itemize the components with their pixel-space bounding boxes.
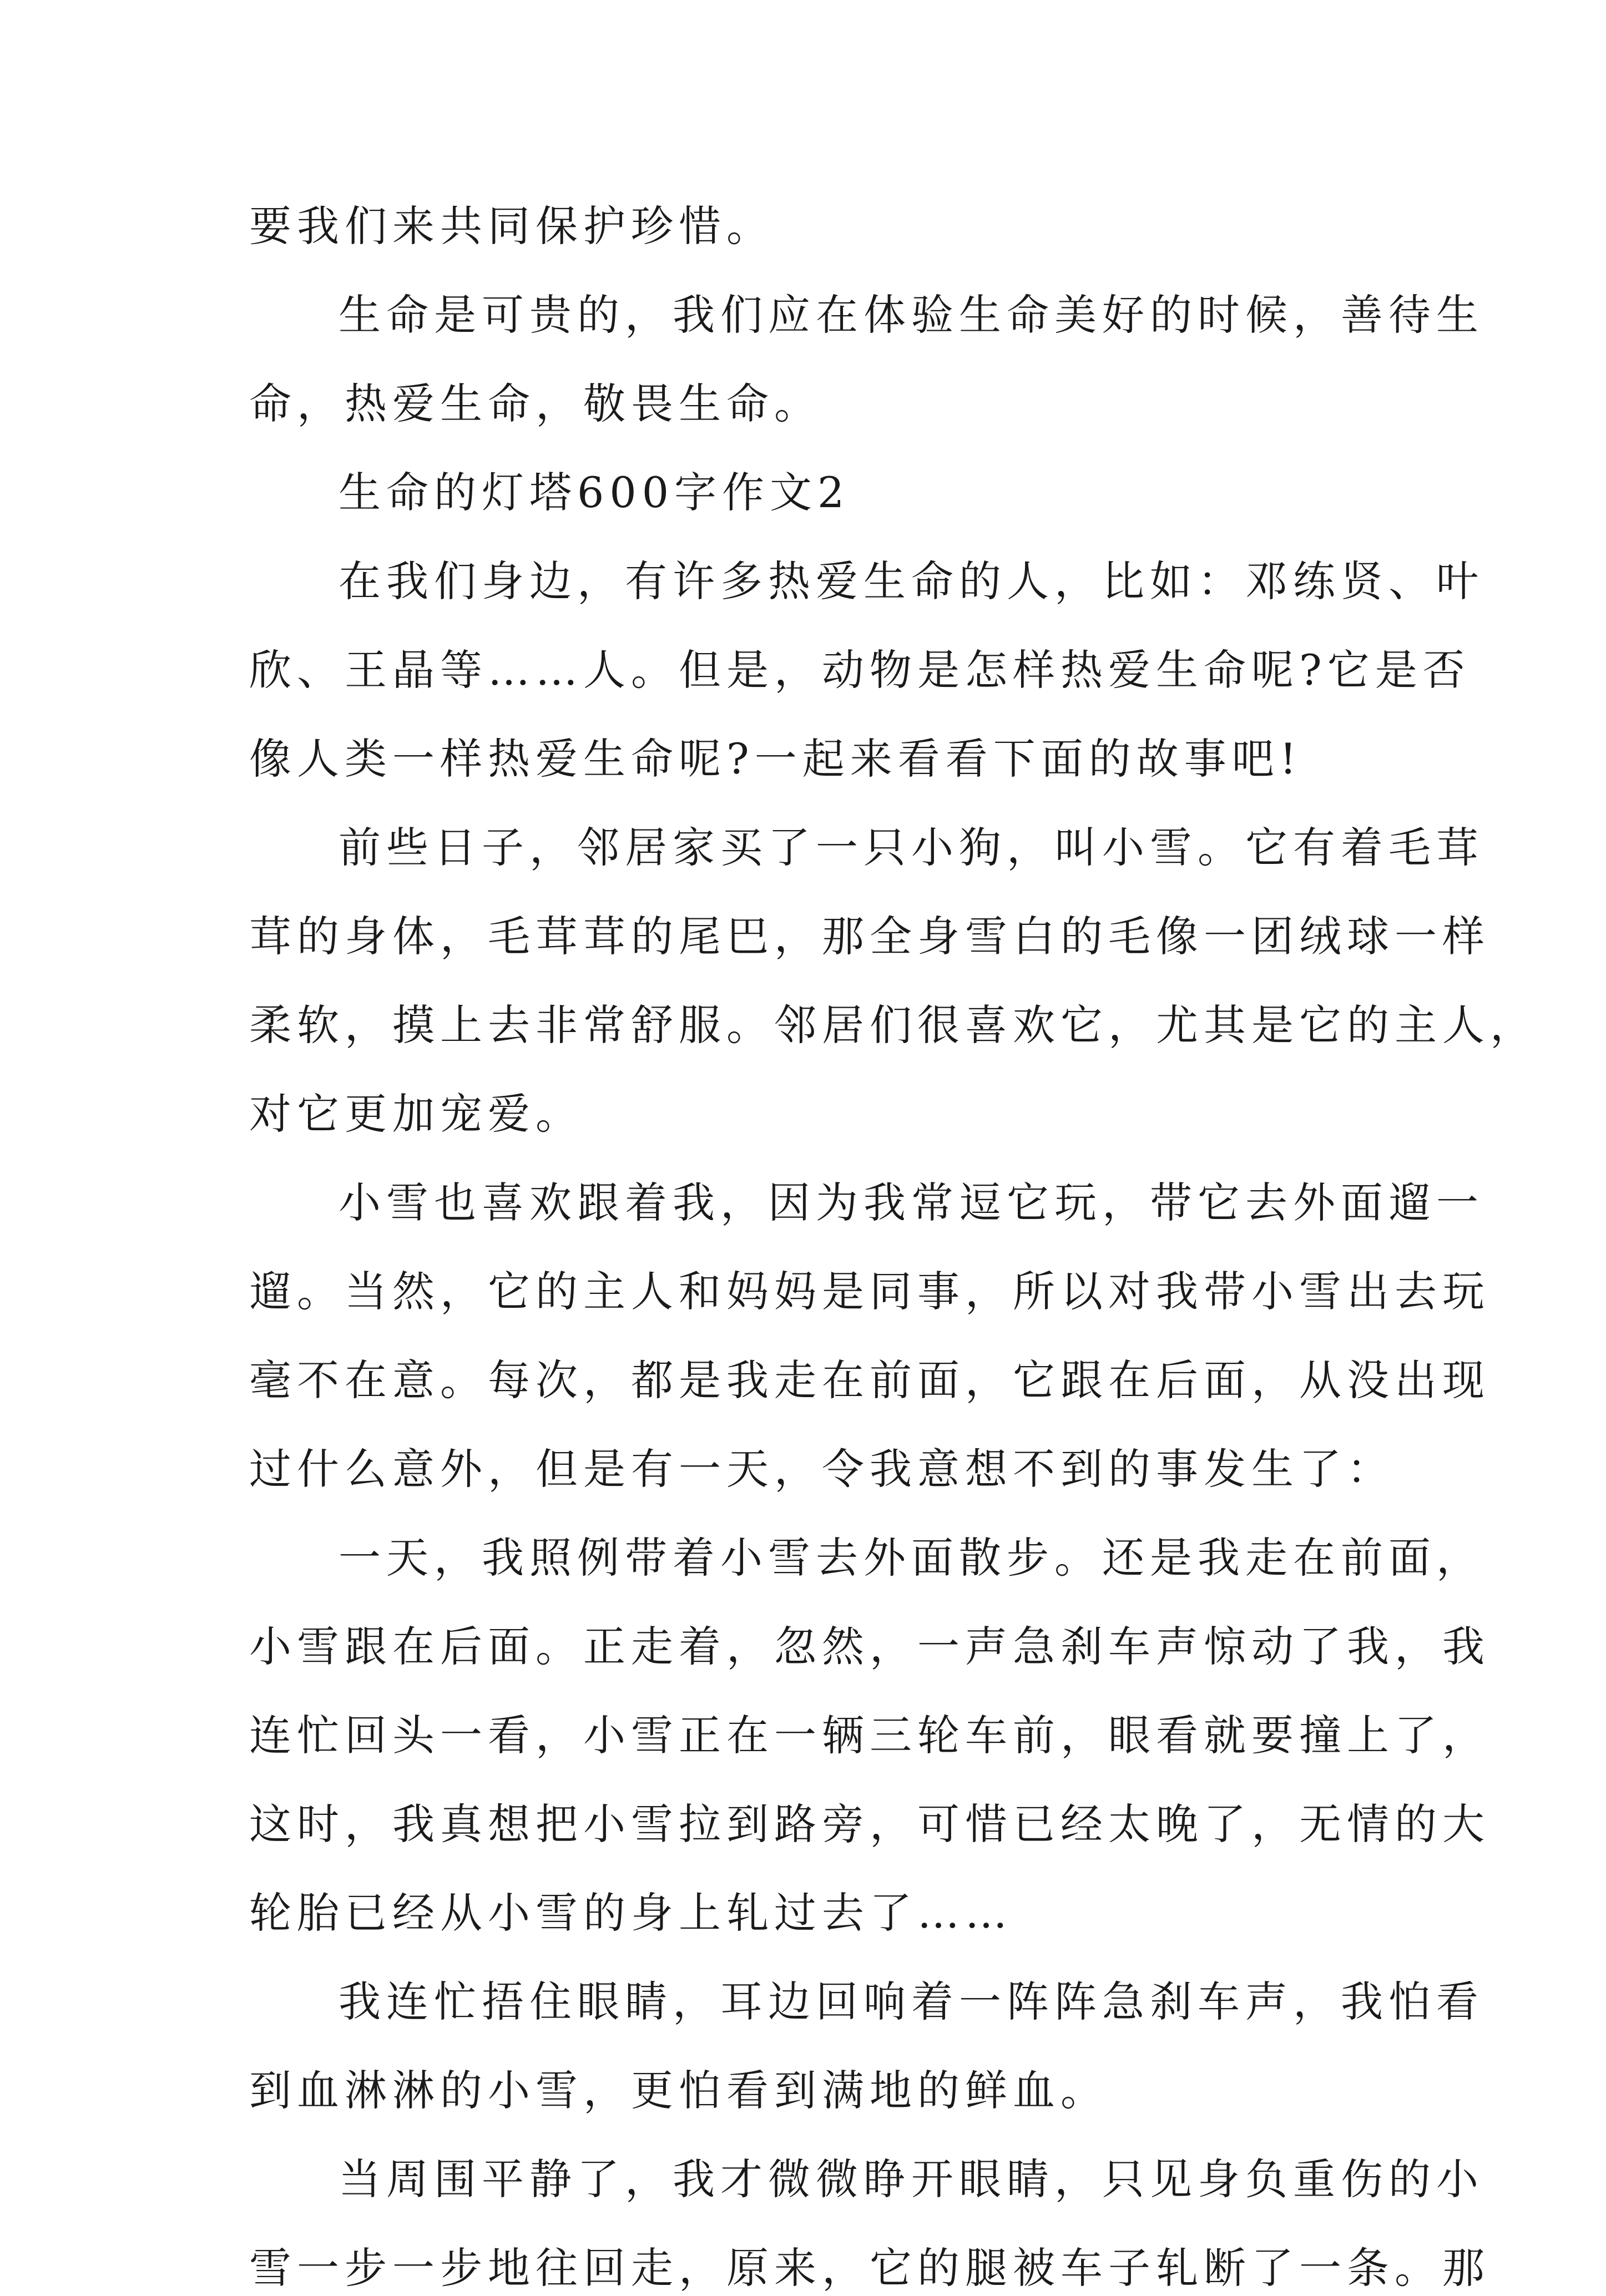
text-line: 一天，我照例带着小雪去外面散步。还是我走在前面， [339, 1533, 1484, 1582]
text-line: 这时，我真想把小雪拉到路旁，可惜已经太晚了，无情的大 [249, 1799, 1490, 1849]
text-line: 小雪也喜欢跟着我，因为我常逗它玩，带它去外面遛一 [339, 1178, 1484, 1227]
text-line: 遛。当然，它的主人和妈妈是同事，所以对我带小雪出去玩 [249, 1267, 1490, 1316]
text-line: 连忙回头一看，小雪正在一辆三轮车前，眼看就要撞上了， [249, 1711, 1490, 1760]
text-line: 过什么意外，但是有一天，令我意想不到的事发生了： [249, 1444, 1395, 1494]
text-line: 到血淋淋的小雪，更怕看到满地的鲜血。 [249, 2066, 1108, 2115]
text-line: 像人类一样热爱生命呢?一起来看看下面的故事吧! [249, 734, 1302, 783]
text-line: 我连忙捂住眼睛，耳边回响着一阵阵急刹车声，我怕看 [339, 1977, 1484, 2026]
text-line: 前些日子，邻居家买了一只小狗，叫小雪。它有着毛茸 [339, 823, 1484, 872]
text-line: 雪一步一步地往回走，原来，它的腿被车子轧断了一条。那 [249, 2243, 1490, 2293]
text-line: 命，热爱生命，敬畏生命。 [249, 379, 822, 428]
text-line: 茸的身体，毛茸茸的尾巴，那全身雪白的毛像一团绒球一样 [249, 912, 1490, 961]
text-line: 小雪跟在后面。正走着，忽然，一声急刹车声惊动了我，我 [249, 1622, 1490, 1671]
section-heading: 生命的灯塔600字作文2 [339, 468, 850, 517]
text-line: 轮胎已经从小雪的身上轧过去了…… [249, 1888, 1013, 1938]
text-line: 对它更加宠爱。 [249, 1089, 583, 1139]
text-line: 生命是可贵的，我们应在体验生命美好的时候，善待生 [339, 290, 1484, 340]
text-line: 欣、王晶等……人。但是，动物是怎样热爱生命呢?它是否 [249, 645, 1471, 695]
text-line: 在我们身边，有许多热爱生命的人，比如：邓练贤、叶 [339, 557, 1484, 606]
text-line: 要我们来共同保护珍惜。 [249, 201, 774, 251]
text-line: 毫不在意。每次，都是我走在前面，它跟在后面，从没出现 [249, 1356, 1490, 1405]
text-line: 柔软，摸上去非常舒服。邻居们很喜欢它，尤其是它的主人， [249, 1000, 1538, 1050]
text-line: 当周围平静了，我才微微睁开眼睛，只见身负重伤的小 [339, 2155, 1484, 2204]
